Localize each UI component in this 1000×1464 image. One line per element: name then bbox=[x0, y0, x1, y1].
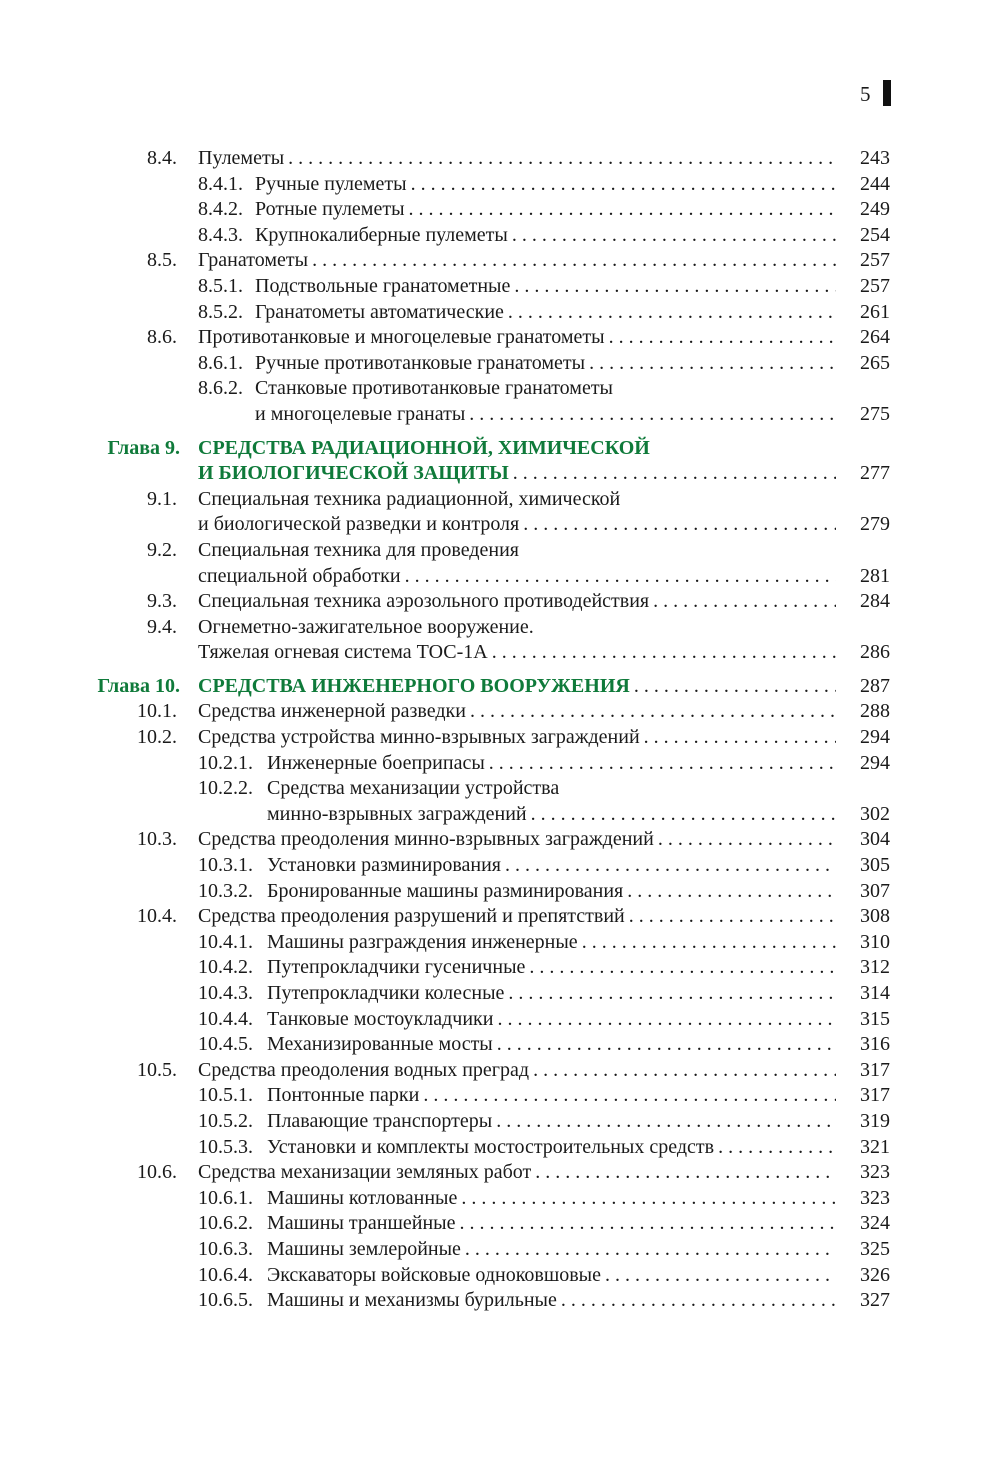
toc-entry[interactable] bbox=[0, 615, 1000, 641]
entry-number: 8.5. bbox=[147, 249, 177, 272]
toc-entry[interactable] bbox=[0, 146, 1000, 172]
page-ref: 316 bbox=[860, 1033, 890, 1056]
toc-entry[interactable] bbox=[0, 776, 1000, 802]
entry-title-text: Машины землеройные bbox=[267, 1237, 461, 1260]
toc-entry[interactable] bbox=[0, 853, 1000, 879]
toc-entry[interactable] bbox=[0, 325, 1000, 351]
page-ref: 315 bbox=[860, 1007, 890, 1030]
dot-leader bbox=[535, 1160, 836, 1186]
entry-title bbox=[198, 487, 848, 513]
entry-title bbox=[267, 955, 842, 981]
entry-title-text: Ручные пулеметы bbox=[255, 172, 407, 195]
toc-entry[interactable] bbox=[0, 1135, 1000, 1161]
dot-leader bbox=[465, 1237, 836, 1263]
dot-leader bbox=[405, 564, 836, 590]
toc-entry[interactable] bbox=[0, 538, 1000, 564]
entry-number: 10.6.2. bbox=[198, 1212, 253, 1235]
entry-title-text: Плавающие транспортеры bbox=[267, 1109, 493, 1132]
entry-number: 9.4. bbox=[147, 615, 177, 638]
toc-entry[interactable] bbox=[0, 1058, 1000, 1084]
chapter-spacer bbox=[0, 428, 1000, 436]
page-ref: 275 bbox=[860, 402, 890, 425]
toc-entry[interactable] bbox=[0, 248, 1000, 274]
entry-number: 10.6.1. bbox=[198, 1186, 253, 1209]
entry-number: 10.4.1. bbox=[198, 930, 253, 953]
entry-number: 9.1. bbox=[147, 487, 177, 510]
toc-entry[interactable] bbox=[0, 930, 1000, 956]
dot-leader bbox=[489, 751, 836, 777]
page-ref: 305 bbox=[860, 854, 890, 877]
entry-title bbox=[267, 1109, 842, 1135]
entry-number: 10.1. bbox=[137, 700, 177, 723]
dot-leader bbox=[423, 1083, 836, 1109]
entry-title bbox=[198, 512, 842, 538]
entry-title bbox=[255, 172, 842, 198]
page-ref: 288 bbox=[860, 700, 890, 723]
entry-title-text: Машины котлованные bbox=[267, 1186, 458, 1209]
entry-title-text: Гранатометы автоматические bbox=[255, 300, 504, 323]
entry-title-text: Пулеметы bbox=[198, 147, 285, 169]
entry-number: 10.6.4. bbox=[198, 1263, 253, 1286]
entry-number: 10.6.5. bbox=[198, 1289, 253, 1312]
entry-title-text: Машины и механизмы бурильные bbox=[267, 1289, 557, 1312]
entry-title bbox=[198, 146, 842, 172]
entry-title bbox=[267, 930, 842, 956]
entry-title bbox=[198, 827, 842, 853]
entry-number: 10.5. bbox=[137, 1058, 177, 1081]
toc-entry[interactable] bbox=[0, 827, 1000, 853]
page-ref: 317 bbox=[860, 1084, 890, 1107]
entry-number: 10.4.3. bbox=[198, 982, 253, 1004]
dot-leader bbox=[492, 640, 836, 666]
dot-leader bbox=[561, 1288, 836, 1314]
toc-entry[interactable] bbox=[0, 351, 1000, 377]
toc-entry[interactable] bbox=[0, 1083, 1000, 1109]
entry-title-text: Установки разминирования bbox=[267, 854, 501, 877]
page-ref: 312 bbox=[860, 956, 890, 979]
entry-title bbox=[267, 1135, 842, 1161]
chapter-entry[interactable] bbox=[0, 461, 1000, 487]
toc-entry[interactable] bbox=[0, 1211, 1000, 1237]
entry-title-text: Станковые противотанковые гранатометы bbox=[255, 377, 613, 400]
page-ref: 243 bbox=[860, 147, 890, 169]
dot-leader bbox=[411, 172, 836, 198]
dot-leader bbox=[505, 853, 836, 879]
dot-leader bbox=[508, 981, 836, 1007]
entry-title-text: специальной обработки bbox=[198, 564, 401, 587]
dot-leader bbox=[629, 904, 836, 930]
dot-leader bbox=[470, 699, 836, 725]
dot-leader bbox=[514, 274, 836, 300]
entry-title-text: Установки и комплекты мостостроительных средств bbox=[267, 1135, 715, 1158]
entry-title bbox=[255, 351, 842, 377]
entry-title bbox=[198, 436, 848, 462]
entry-number: 8.4.1. bbox=[198, 172, 243, 195]
page-ref: 323 bbox=[860, 1161, 890, 1184]
toc-entry[interactable] bbox=[0, 512, 1000, 538]
page-ref: 277 bbox=[860, 462, 890, 485]
page-ref: 279 bbox=[860, 513, 890, 536]
entry-title bbox=[267, 1007, 842, 1033]
toc-entry[interactable] bbox=[0, 699, 1000, 725]
toc-entry[interactable] bbox=[0, 640, 1000, 666]
dot-leader bbox=[533, 1058, 836, 1084]
dot-leader bbox=[718, 1135, 836, 1161]
entry-title-text: Путепрокладчики колесные bbox=[267, 982, 505, 1004]
entry-title-text: и многоцелевые гранаты bbox=[255, 402, 466, 425]
entry-title bbox=[267, 1263, 842, 1289]
entry-title bbox=[267, 981, 842, 1007]
page-ref: 326 bbox=[860, 1263, 890, 1286]
entry-number: 10.5.3. bbox=[198, 1135, 253, 1158]
page-ref: 249 bbox=[860, 198, 890, 221]
entry-number: 10.2.2. bbox=[198, 777, 253, 800]
entry-number: 8.4.2. bbox=[198, 198, 243, 221]
entry-number: 10.3.1. bbox=[198, 854, 253, 877]
entry-number: 10.5.2. bbox=[198, 1109, 253, 1132]
entry-title-text: Экскаваторы войсковые одноковшовые bbox=[267, 1263, 601, 1286]
entry-title-text: СРЕДСТВА РАДИАЦИОННОЙ, ХИМИЧЕСКОЙ bbox=[198, 436, 650, 459]
entry-title-text: Понтонные парки bbox=[267, 1084, 420, 1107]
entry-title-text: Бронированные машины разминирования bbox=[267, 879, 624, 902]
toc-entry[interactable] bbox=[0, 376, 1000, 402]
dot-leader bbox=[459, 1211, 836, 1237]
chapter-entry[interactable] bbox=[0, 436, 1000, 462]
toc-entry[interactable] bbox=[0, 1160, 1000, 1186]
entry-title-text: Специальная техника радиационной, химической bbox=[198, 487, 621, 510]
entry-title-text: Специальная техника для проведения bbox=[198, 538, 519, 561]
toc-entry[interactable] bbox=[0, 300, 1000, 326]
toc-entry[interactable] bbox=[0, 725, 1000, 751]
entry-title bbox=[198, 589, 842, 615]
entry-number: 10.4.5. bbox=[198, 1033, 253, 1056]
entry-title bbox=[267, 751, 842, 777]
toc-entry[interactable] bbox=[0, 1032, 1000, 1058]
page-ref: 302 bbox=[860, 802, 890, 825]
entry-number: 8.6. bbox=[147, 326, 177, 349]
page-ref: 308 bbox=[860, 905, 890, 928]
toc-entry[interactable] bbox=[0, 589, 1000, 615]
entry-title-text: Путепрокладчики гусеничные bbox=[267, 956, 526, 979]
entry-title-text: минно-взрывных заграждений bbox=[267, 802, 527, 825]
entry-number: 10.4.2. bbox=[198, 956, 253, 979]
entry-number: 8.4.3. bbox=[198, 223, 243, 246]
entry-title bbox=[255, 376, 848, 402]
page-ref: 257 bbox=[860, 249, 890, 272]
page-ref: 286 bbox=[860, 641, 890, 664]
dot-leader bbox=[512, 223, 836, 249]
page-ref: 323 bbox=[860, 1186, 890, 1209]
entry-title-text: Средства преодоления минно-взрывных заграждений bbox=[198, 828, 654, 851]
entry-title bbox=[198, 1160, 842, 1186]
entry-title-text: И БИОЛОГИЧЕСКОЙ ЗАЩИТЫ bbox=[198, 462, 509, 485]
dot-leader bbox=[497, 1007, 836, 1033]
dot-leader bbox=[531, 802, 836, 828]
toc-entry[interactable] bbox=[0, 1237, 1000, 1263]
entry-title-text: Танковые мостоукладчики bbox=[267, 1007, 494, 1030]
page-marker-bar bbox=[883, 80, 891, 106]
entry-title-text: Инженерные боеприпасы bbox=[267, 751, 485, 774]
page-ref: 307 bbox=[860, 879, 890, 902]
toc-entry[interactable] bbox=[0, 172, 1000, 198]
page-ref: 324 bbox=[860, 1212, 890, 1235]
entry-title bbox=[267, 776, 848, 802]
entry-title bbox=[198, 615, 848, 641]
entry-title-text: Специальная техника аэрозольного противодействия bbox=[198, 590, 650, 613]
entry-title bbox=[255, 402, 842, 428]
page-ref: 327 bbox=[860, 1289, 890, 1312]
page-ref: 244 bbox=[860, 172, 890, 195]
entry-title-text: Огнеметно-зажигательное вооружение. bbox=[198, 615, 534, 638]
entry-number: 10.4. bbox=[137, 905, 177, 928]
toc-entry[interactable] bbox=[0, 981, 1000, 1007]
entry-number: 8.4. bbox=[147, 147, 177, 169]
page-ref: 254 bbox=[860, 223, 890, 246]
entry-title bbox=[255, 197, 842, 223]
toc-entry[interactable] bbox=[0, 1007, 1000, 1033]
entry-title bbox=[255, 274, 842, 300]
chapter-entry[interactable] bbox=[0, 674, 1000, 700]
entry-title bbox=[198, 725, 842, 751]
page-ref: 310 bbox=[860, 930, 890, 953]
page-ref: 317 bbox=[860, 1058, 890, 1081]
dot-leader bbox=[409, 197, 836, 223]
chapter-spacer bbox=[0, 666, 1000, 674]
entry-number: Глава 10. bbox=[97, 674, 180, 697]
entry-title-text: Средства преодоления разрушений и препятствий bbox=[198, 905, 625, 928]
entry-number: 10.4.4. bbox=[198, 1007, 253, 1030]
entry-title bbox=[198, 248, 842, 274]
entry-title-text: Средства инженерной разведки bbox=[198, 700, 466, 723]
page-ref: 294 bbox=[860, 751, 890, 774]
entry-title-text: Ротные пулеметы bbox=[255, 198, 405, 221]
toc-entry[interactable] bbox=[0, 197, 1000, 223]
entry-title-text: Средства преодоления водных преград bbox=[198, 1058, 530, 1081]
dot-leader bbox=[589, 351, 836, 377]
entry-title bbox=[198, 1058, 842, 1084]
entry-title-text: Крупнокалиберные пулеметы bbox=[255, 223, 508, 246]
entry-number: Глава 9. bbox=[107, 436, 180, 459]
entry-title bbox=[198, 461, 842, 487]
dot-leader bbox=[469, 402, 836, 428]
page-ref: 321 bbox=[860, 1135, 890, 1158]
dot-leader bbox=[529, 955, 836, 981]
entry-number: 10.2. bbox=[137, 726, 177, 749]
toc-entry[interactable] bbox=[0, 1109, 1000, 1135]
entry-title-text: Машины траншейные bbox=[267, 1212, 456, 1235]
dot-leader bbox=[644, 725, 836, 751]
entry-number: 10.3. bbox=[137, 828, 177, 851]
entry-title-text: Средства устройства минно-взрывных заграждений bbox=[198, 726, 640, 749]
dot-leader bbox=[582, 930, 836, 956]
page-ref: 281 bbox=[860, 564, 890, 587]
entry-title-text: Машины разграждения инженерные bbox=[267, 930, 578, 953]
page-ref: 261 bbox=[860, 300, 890, 323]
entry-title bbox=[198, 904, 842, 930]
dot-leader bbox=[653, 589, 836, 615]
page-ref: 264 bbox=[860, 326, 890, 349]
dot-leader bbox=[508, 300, 836, 326]
entry-number: 10.2.1. bbox=[198, 751, 253, 774]
entry-number: 8.6.1. bbox=[198, 351, 243, 374]
page-ref: 319 bbox=[860, 1109, 890, 1132]
dot-leader bbox=[496, 1109, 836, 1135]
entry-title bbox=[255, 223, 842, 249]
toc-entry[interactable] bbox=[0, 402, 1000, 428]
toc-entry[interactable] bbox=[0, 223, 1000, 249]
page-ref: 287 bbox=[860, 674, 890, 697]
entry-title-text: Тяжелая огневая система ТОС-1А bbox=[198, 641, 488, 664]
entry-title-text: Ручные противотанковые гранатометы bbox=[255, 351, 586, 374]
entry-number: 10.3.2. bbox=[198, 879, 253, 902]
entry-title bbox=[267, 879, 842, 905]
page-ref: 314 bbox=[860, 982, 890, 1004]
entry-number: 10.5.1. bbox=[198, 1084, 253, 1107]
entry-title-text: Противотанковые и многоцелевые гранатометы bbox=[198, 326, 605, 349]
toc-entry[interactable] bbox=[0, 487, 1000, 513]
entry-title bbox=[267, 1237, 842, 1263]
toc-entry[interactable] bbox=[0, 564, 1000, 590]
entry-title bbox=[267, 1083, 842, 1109]
table-of-contents bbox=[0, 146, 1000, 1314]
entry-number: 9.2. bbox=[147, 538, 177, 561]
entry-number: 10.6. bbox=[137, 1161, 177, 1184]
page-ref: 294 bbox=[860, 726, 890, 749]
toc-entry[interactable] bbox=[0, 802, 1000, 828]
entry-title bbox=[198, 325, 842, 351]
toc-entry[interactable] bbox=[0, 955, 1000, 981]
entry-title bbox=[198, 538, 848, 564]
entry-title bbox=[267, 1032, 842, 1058]
entry-title bbox=[267, 853, 842, 879]
entry-number: 8.5.2. bbox=[198, 300, 243, 323]
entry-title-text: СРЕДСТВА ИНЖЕНЕРНОГО ВООРУЖЕНИЯ bbox=[198, 674, 630, 697]
toc-entry[interactable] bbox=[0, 879, 1000, 905]
entry-number: 8.6.2. bbox=[198, 377, 243, 400]
toc-entry[interactable] bbox=[0, 274, 1000, 300]
toc-entry[interactable] bbox=[0, 1263, 1000, 1289]
entry-title-text: Механизированные мосты bbox=[267, 1033, 493, 1056]
dot-leader bbox=[634, 674, 836, 700]
entry-title bbox=[198, 640, 842, 666]
dot-leader bbox=[609, 325, 836, 351]
dot-leader bbox=[627, 879, 836, 905]
entry-title bbox=[267, 802, 842, 828]
page-ref: 265 bbox=[860, 351, 890, 374]
page-ref: 304 bbox=[860, 828, 890, 851]
entry-title bbox=[255, 300, 842, 326]
dot-leader bbox=[523, 512, 836, 538]
entry-title bbox=[198, 564, 842, 590]
dot-leader bbox=[513, 461, 836, 487]
page-ref: 257 bbox=[860, 274, 890, 297]
entry-title bbox=[267, 1288, 842, 1314]
entry-title-text: Подствольные гранатометные bbox=[255, 274, 511, 297]
entry-title bbox=[198, 699, 842, 725]
dot-leader bbox=[288, 146, 836, 172]
dot-leader bbox=[497, 1032, 836, 1058]
entry-title bbox=[198, 674, 842, 700]
entry-title bbox=[267, 1186, 842, 1212]
dot-leader bbox=[461, 1186, 836, 1212]
dot-leader bbox=[658, 827, 836, 853]
entry-title bbox=[267, 1211, 842, 1237]
toc-entry[interactable] bbox=[0, 904, 1000, 930]
entry-number: 10.6.3. bbox=[198, 1237, 253, 1260]
dot-leader bbox=[312, 248, 836, 274]
page-ref: 325 bbox=[860, 1237, 890, 1260]
page-number: 5 bbox=[860, 82, 871, 106]
toc-entry[interactable] bbox=[0, 1288, 1000, 1314]
entry-title-text: Средства механизации земляных работ bbox=[198, 1161, 532, 1184]
entry-title-text: Средства механизации устройства bbox=[267, 777, 560, 800]
dot-leader bbox=[605, 1263, 836, 1289]
page-ref: 284 bbox=[860, 590, 890, 613]
entry-title-text: Гранатометы bbox=[198, 249, 309, 272]
toc-entry[interactable] bbox=[0, 751, 1000, 777]
entry-number: 9.3. bbox=[147, 590, 177, 613]
entry-number: 8.5.1. bbox=[198, 274, 243, 297]
toc-entry[interactable] bbox=[0, 1186, 1000, 1212]
entry-title-text: и биологической разведки и контроля bbox=[198, 513, 520, 536]
